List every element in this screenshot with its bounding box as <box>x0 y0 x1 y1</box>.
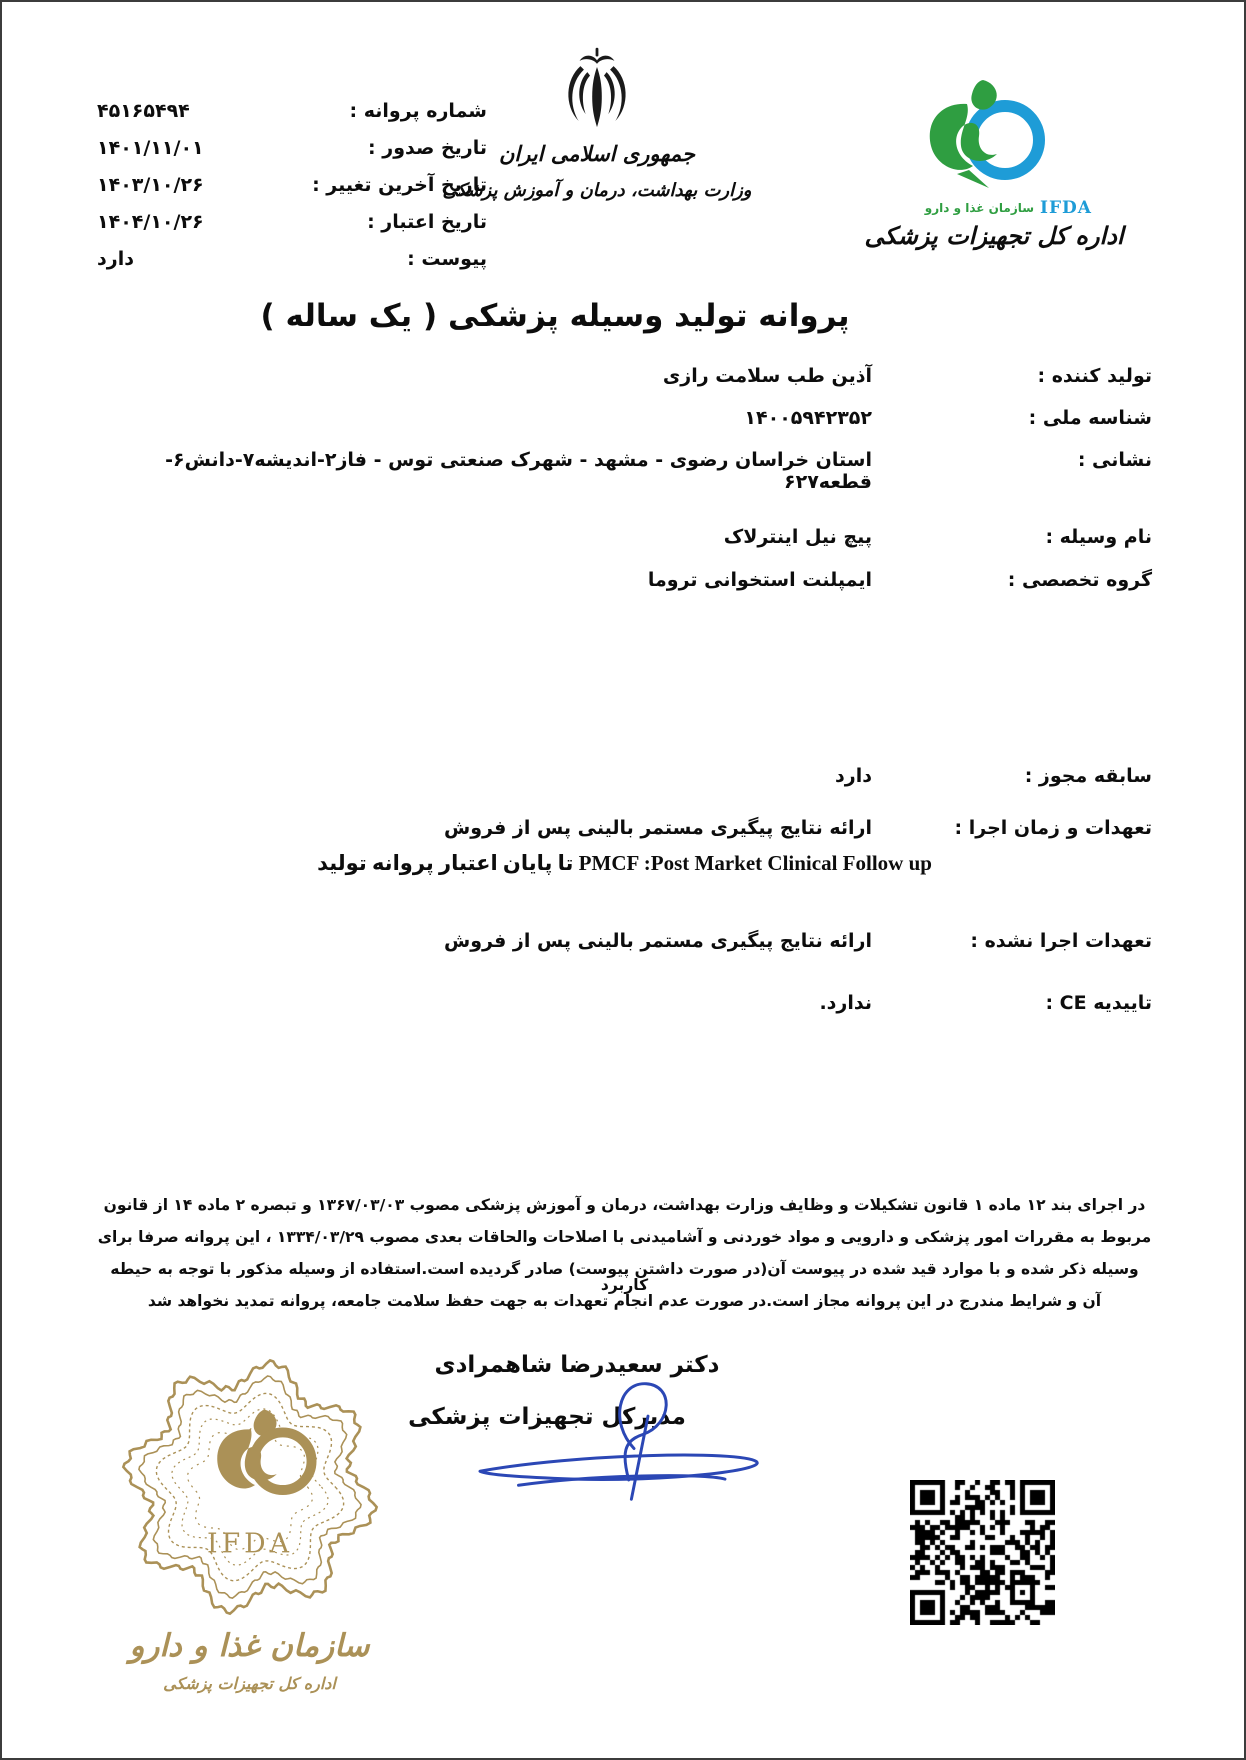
validity-date-value: ۱۴۰۴/۱۰/۲۶ <box>97 211 204 233</box>
stamp <box>102 1358 397 1693</box>
qr-code <box>910 1480 1055 1625</box>
national-id-label: شناسه ملی : <box>1028 407 1152 429</box>
ce-approval-label: تاییدیه CE : <box>1045 992 1152 1014</box>
stamp-department: اداره کل تجهیزات پزشکی <box>163 1674 336 1693</box>
signatory-title: مدیرکل تجهیزات پزشکی <box>408 1404 686 1430</box>
unfulfilled-commitments-value: ارائه نتایج پیگیری مستمر بالینی پس از فروش <box>444 930 872 952</box>
stamp-seal-icon <box>110 1358 390 1626</box>
field-device-name <box>97 526 1152 548</box>
commitments-pmcf-line: PMCF :Post Market Clinical Follow up تا پایان اعتبار پروانه تولید <box>317 851 932 875</box>
field-manufacturer <box>97 365 1152 387</box>
license-number-label: شماره پروانه : <box>349 100 487 122</box>
meta-row-license-number <box>97 100 487 122</box>
field-ce-approval <box>97 992 1152 1014</box>
meta-row-validity-date <box>97 211 487 233</box>
field-address <box>97 449 1152 493</box>
manufacturer-label: تولید کننده : <box>1037 365 1152 387</box>
issue-date-label: تاریخ صدور : <box>368 137 487 159</box>
field-specialty-group <box>97 569 1152 591</box>
unfulfilled-commitments-label: تعهدات اجرا نشده : <box>970 930 1152 952</box>
stamp-org-name: سازمان غذا و دارو <box>129 1628 370 1664</box>
last-change-date-value: ۱۴۰۳/۱۰/۲۶ <box>97 174 204 196</box>
page-title: پروانه تولید وسیله پزشکی ( یک ساله ) <box>260 298 850 334</box>
ce-approval-value: ندارد. <box>819 992 872 1014</box>
manufacturer-value: آذین طب سلامت رازی <box>662 365 872 387</box>
signature-scribble-icon <box>440 1368 800 1508</box>
field-unfulfilled-commitments <box>97 930 1152 952</box>
ifda-org-name: سازمان غذا و دارو <box>924 201 1035 215</box>
commitments-label: تعهدات و زمان اجرا : <box>954 817 1152 839</box>
device-name-value: پیچ نیل اینترلاک <box>723 526 872 548</box>
device-name-label: نام وسیله : <box>1045 526 1152 548</box>
signatory-name: دکتر سعیدرضا شاهمرادی <box>434 1352 720 1378</box>
legal-line-3: وسیله ذکر شده و با موارد قید شده در پیوست آن(در صورت داشتن پیوست) صادر گردیده است.استفاده از وسیله مذکور با توجه به حیطه کاربرد <box>110 1260 1139 1294</box>
attachment-label: پیوست : <box>407 248 487 270</box>
license-history-label: سابقه مجوز : <box>1024 765 1152 787</box>
ifda-acronym: IFDA <box>1040 198 1092 218</box>
field-commitments <box>97 817 1152 839</box>
country-name: جمهوری اسلامی ایران <box>498 142 696 166</box>
iran-emblem-icon <box>536 46 658 142</box>
last-change-date-label: تاریخ آخرین تغییر : <box>312 174 487 196</box>
issue-date-value: ۱۴۰۱/۱۱/۰۱ <box>97 137 204 159</box>
national-id-value: ۱۴۰۰۵۹۴۲۳۵۲ <box>744 407 872 429</box>
legal-line-1: در اجرای بند ۱۲ ماده ۱ قانون تشکیلات و وظایف وزارت بهداشت، درمان و آموزش پزشکی مصوب ۱۳۶۷/۰۳/۰۳ و تبصره ۲ ماده ۱۴ از قانون <box>103 1196 1146 1214</box>
meta-row-issue-date <box>97 137 487 159</box>
meta-row-attachment <box>97 248 487 270</box>
legal-line-4: آن و شرایط مندرج در این پروانه مجاز است.در صورت عدم انجام تعهدات به جهت حفظ سلامت جامعه، پروانه تمدید نخواهد شد <box>147 1292 1102 1310</box>
field-national-id <box>97 407 1152 429</box>
ifda-caption <box>832 198 1092 218</box>
license-history-value: دارد <box>835 765 872 787</box>
specialty-group-label: گروه تخصصی : <box>1007 569 1152 591</box>
license-number-value: ۴۵۱۶۵۴۹۴ <box>97 100 190 122</box>
commitments-value: ارائه نتایج پیگیری مستمر بالینی پس از فروش <box>444 817 872 839</box>
address-value: استان خراسان رضوی - مشهد - شهرک صنعتی توس - فاز۲-اندیشه۷-دانش۶-قطعه۶۲۷ <box>165 449 872 493</box>
attachment-value: دارد <box>97 248 134 270</box>
ifda-department: اداره کل تجهیزات پزشکی <box>864 222 1124 250</box>
ifda-logo-icon <box>905 70 1060 198</box>
legal-line-2: مربوط به مقررات امور پزشکی و دارویی و مواد خوردنی و آشامیدنی با اصلاحات والحاقات بعدی مصوب ۱۳۳۴/۰۳/۲۹ ، این پروانه صرفا برای <box>97 1228 1152 1246</box>
field-license-history <box>97 765 1152 787</box>
address-label: نشانی : <box>1077 449 1152 471</box>
validity-date-label: تاریخ اعتبار : <box>367 211 487 233</box>
stamp-acronym-text: IFDA <box>206 1528 293 1560</box>
specialty-group-value: ایمپلنت استخوانی تروما <box>647 569 872 591</box>
ministry-name: وزارت بهداشت، درمان و آموزش پزشکی <box>442 180 752 201</box>
